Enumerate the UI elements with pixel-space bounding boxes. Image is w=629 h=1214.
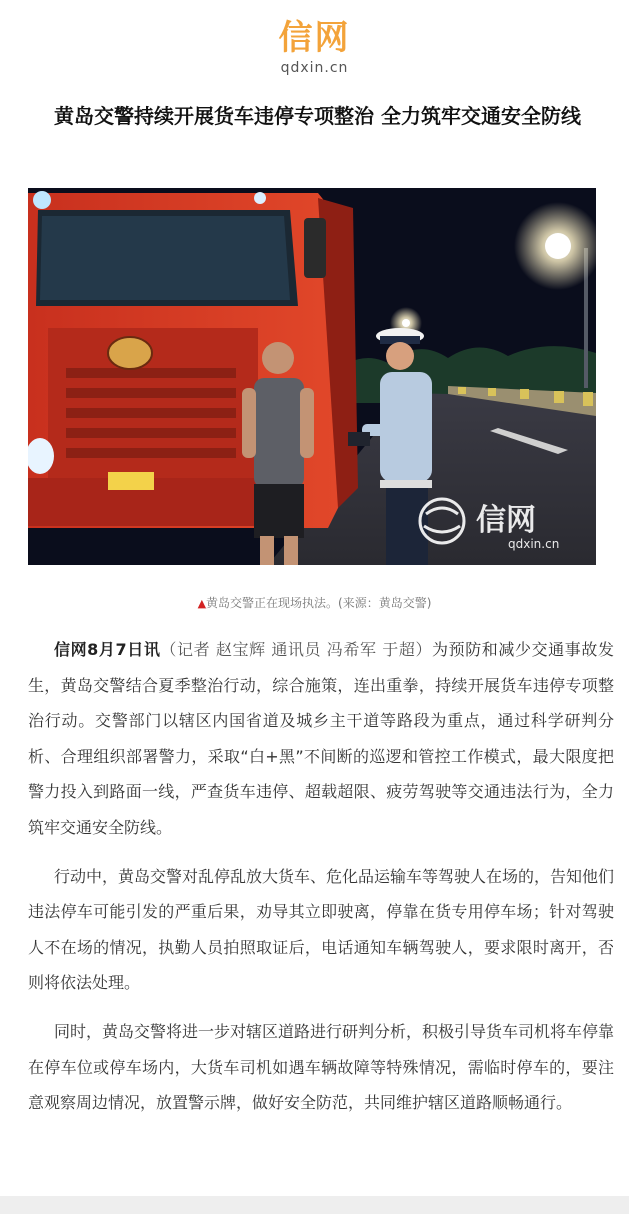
photo-caption [0, 594, 629, 613]
photo-watermark-text: 信网 [476, 503, 536, 538]
photo-illustration [28, 188, 596, 565]
photo-watermark-domain: qdxin.cn [508, 537, 560, 551]
article-photo[interactable] [28, 188, 596, 565]
footer-bar [0, 1196, 629, 1214]
byline: （记者 赵宝辉 通讯员 冯希军 于超） [160, 640, 433, 659]
caption-text: 黄岛交警正在现场执法。(来源：黄岛交警) [206, 596, 432, 610]
paragraph-1-text: 为预防和减少交通事故发生，黄岛交警结合夏季整治行动，综合施策，连出重拳，持续开展货车违停专项整治行动。交警部门以辖区内国省道及城乡主干道等路段为重点，通过科学研判分析、合理组织部署警力，采取“白+黑”不间断的巡逻和管控工作模式，最大限度把警力投入到路面一线，严查货车违停、超载超限、疲劳驾驶等交通违法行为，全力筑牢交通安全防线。 [28, 640, 614, 837]
caption-marker-icon: ▲ [197, 597, 207, 610]
paragraph-3: 同时，黄岛交警将进一步对辖区道路进行研判分析，积极引导货车司机将车停靠在停车位或停车场内，大货车司机如遇车辆故障等特殊情况，需临时停车的，要注意观察周边情况，放置警示牌，做好安全防范，共同维护辖区道路顺畅通行。 [28, 1021, 615, 1113]
logo-domain: qdxin.cn [280, 60, 349, 76]
paragraph-1 [28, 632, 614, 846]
article-body [28, 632, 614, 1134]
article-title: 黄岛交警持续开展货车违停专项整治 全力筑牢交通安全防线 [54, 104, 581, 128]
dateline: 信网8月7日讯 [54, 640, 161, 659]
site-logo[interactable] [0, 18, 629, 76]
logo-text: 信网 [278, 18, 351, 58]
paragraph-2: 行动中，黄岛交警对乱停乱放大货车、危化品运输车等驾驶人在场的，告知他们违法停车可能引发的严重后果，劝导其立即驶离，停靠在货专用停车场；针对驾驶人不在场的情况，执勤人员拍照取证后，电话通知车辆驾驶人，要求限时离开，否则将依法处理。 [28, 866, 615, 993]
